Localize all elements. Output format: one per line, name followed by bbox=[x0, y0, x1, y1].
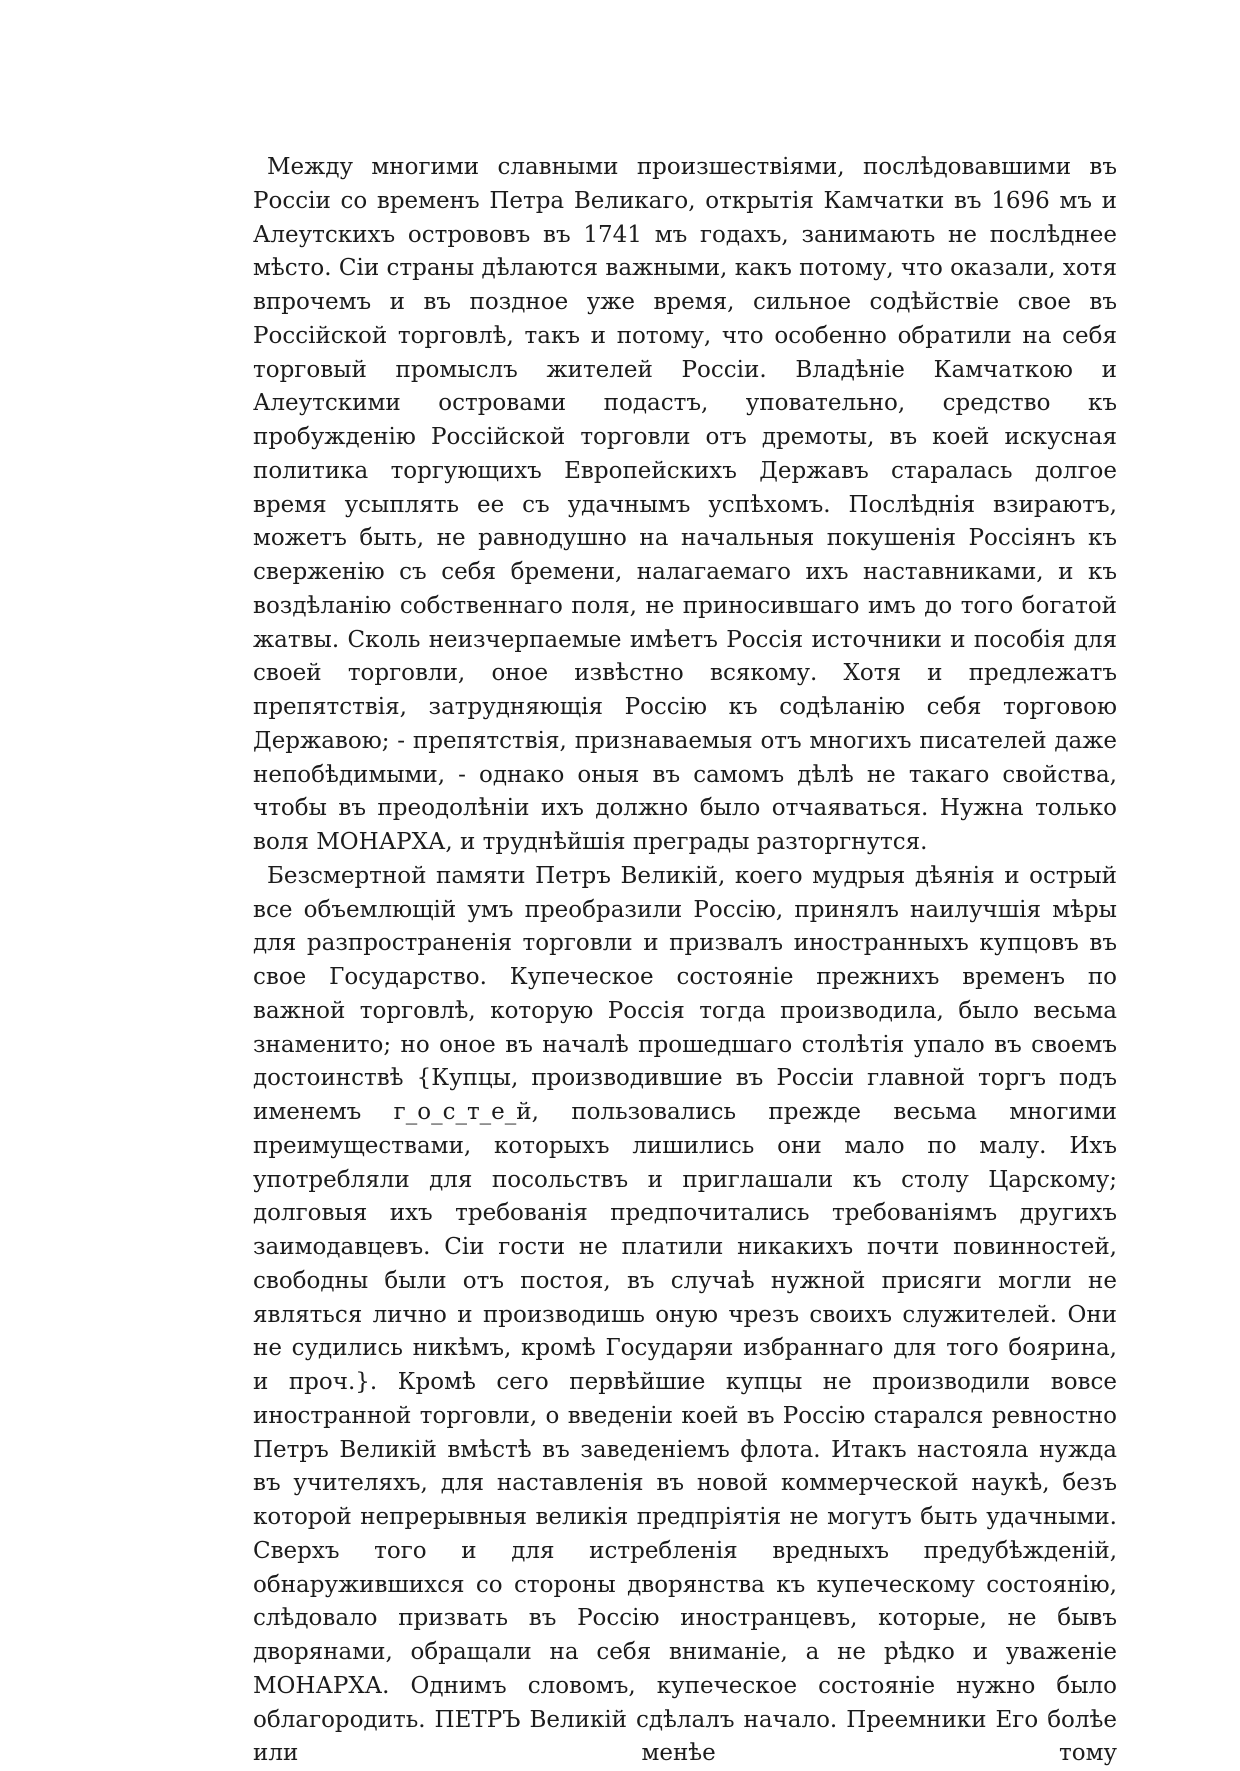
paragraph-1: Между многими славными произшествiями, послѣдовавшими въ Россiи со временъ Петра Великаго, открытiя Камчатки въ 1696 мъ и Алеутскихъ островов​ъ въ 1741 мъ годахъ, занимають не послѣднее мѣсто. Сiи страны дѣлаются важными, какъ потому, что оказали, хотя впрочемъ и въ поздное уже время, сильное содѣйствiе свое въ Россiйской торговлѣ, такъ и потому, что особенно обратили на себя торговый промыслъ жителей Россiи. Владѣнiе Камчаткою и Алеутскими островами подастъ, уповательно, средство къ пробужденiю Россiйской торговли отъ дремоты, въ коей искусная политика торгующихъ Европейскихъ Державъ старалась долгое время усыплять ее съ удачнымъ успѣхомъ. Послѣднiя взираютъ, можетъ быть, не равнодушно на начальныя покушенiя Россiянъ къ сверженiю съ себя бремени, налагаемаго ихъ наставниками, и къ воздѣланiю собственнаго поля, не приносившаго имъ до того богатой жатвы. Сколь неизчерпаемые имѣетъ Россiя источники и пособiя для своей торговли, оное извѣстно всякому. Хотя и предлежатъ препятствiя, затрудняющiя Россiю къ содѣланiю себя торговою Державою; - препятствiя, признаваемыя отъ многихъ писателей даже непобѣдимыми, - однако оныя въ самомъ дѣлѣ не такаго свойства, чтобы въ преодолѣнiи ихъ должно было отчаяваться. Нужна только воля МОНАРХА, и труднѣйшiя преграды разторгнутся. bbox=[253, 154, 1117, 855]
paragraph-2: Безсмертной памяти Петръ Великiй, коего мудрыя дѣянiя и острый все объемлющiй умъ преобразили Россiю, принялъ наилучшiя мѣры для разпространенiя торговли и призвалъ иностранныхъ купцовъ въ свое Государство. Купеческое состоянiе прежнихъ временъ по важной торговлѣ, которую Россiя тогда производила, было весьма знаменито; но оное въ началѣ прошедшаго столѣтiя упало въ своемъ достоинствѣ {Купцы, производившие въ Россiи главной торгъ подъ именемъ г_о_с_т_е_й, пользовались прежде весьма многими преимуществами, которыхъ лишились они мало по малу. Ихъ употребляли для посольствъ и приглашали къ столу Царскому; долговыя ихъ требованiя предпочитались требованiямъ другихъ заимодавцевъ. Сiи гости не платили никакихъ почти повинностей, свободны были отъ постоя, въ случаѣ нужной присяги могли не являться лично и производишь оную чрезъ своихъ служителей. Они не судились никѣмъ, кромѣ Государяи избраннаго для того боярина, и проч.}. Кромѣ сего первѣйшие купцы не производили вовсе иностранной торговли, о введенiи коей въ Россiю старался ревностно Петръ Великiй вмѣстѣ въ заведенiемъ флота. Итакъ настояла нужда въ учителяхъ, для наставленiя въ новой коммерческой наукѣ, безъ которой непрерывныя великiя предпрiятiя не могутъ быть удачными. Сверхъ того и для истребленiя вредныхъ предубѣжденiй, обнаружившихся со стороны дворянства къ купеческому состоянiю, слѣдовало призвать въ Россiю иностранцевъ, которые, не бывъ дворянами, обращали на себя вниманiе, а не рѣдко и уваженiе МОНАРХА. Однимъ словомъ, купеческое состоянiе нужно было облагородить. ПЕТРЪ Великiй сдѣлалъ начало. Преемники Его болѣе или менѣе тому bbox=[253, 862, 1117, 1767]
body-text bbox=[253, 151, 1117, 1771]
